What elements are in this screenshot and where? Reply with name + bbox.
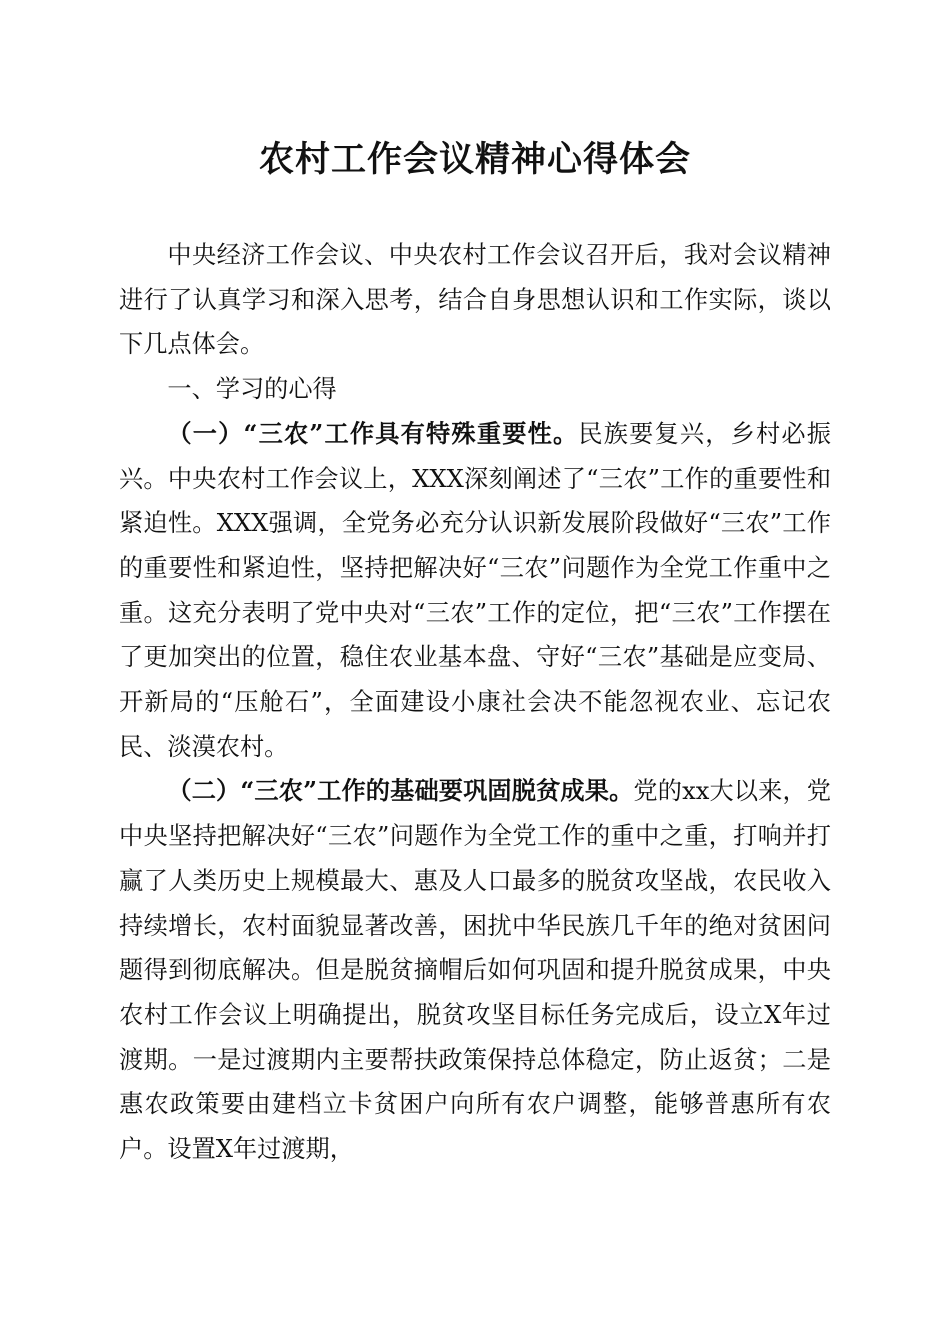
paragraph-2: [119, 769, 831, 1171]
document-body: [119, 233, 831, 1172]
paragraph-1: [119, 412, 831, 770]
section-heading: 一、学习的心得: [167, 375, 337, 404]
paragraph-2-body: 党的xx大以来，党中央坚持把解决好“三农”问题作为全党工作的重中之重，打响并打赢了人类历史上规模最大、惠及人口最多的脱贫攻坚战，农民收入持续增长，农村面貌显著改善，困扰中华民族几千年的绝对贫困问题得到彻底解决。但是脱贫摘帽后如何巩固和提升脱贫成果，中央农村工作会议上明确提出，脱贫攻坚目标任务完成后，设立X年过渡期。一是过渡期内主要帮扶政策保持总体稳定，防止返贫；二是惠农政策要由建档立卡贫困户向所有农户调整，能够普惠所有农户。设置X年过渡期，: [119, 777, 831, 1164]
page-title: 农村工作会议精神心得体会: [258, 139, 691, 180]
paragraph-2-lead: （二）“三农”工作的基础要巩固脱贫成果。: [167, 776, 634, 806]
paragraph-1-lead: （一）“三农”工作具有特殊重要性。: [167, 418, 579, 448]
paragraph-1-body: 民族要复兴，乡村必振兴。中央农村工作会议上，XXX深刻阐述了“三农”工作的重要性和紧迫性。XXX强调，全党务必充分认识新发展阶段做好“三农”工作的重要性和紧迫性，坚持把解决好“三农”问题作为全党工作重中之重。这充分表明了党中央对“三农”工作的定位，把“三农”工作摆在了更加突出的位置，稳住农业基本盘、守好“三农”基础是应变局、开新局的“压舱石”，全面建设小康社会决不能忽视农业、忘记农民、淡漠农村。: [119, 419, 831, 761]
intro-paragraph: 中央经济工作会议、中央农村工作会议召开后，我对会议精神进行了认真学习和深入思考，结合自身思想认识和工作实际，谈以下几点体会。: [119, 241, 831, 359]
